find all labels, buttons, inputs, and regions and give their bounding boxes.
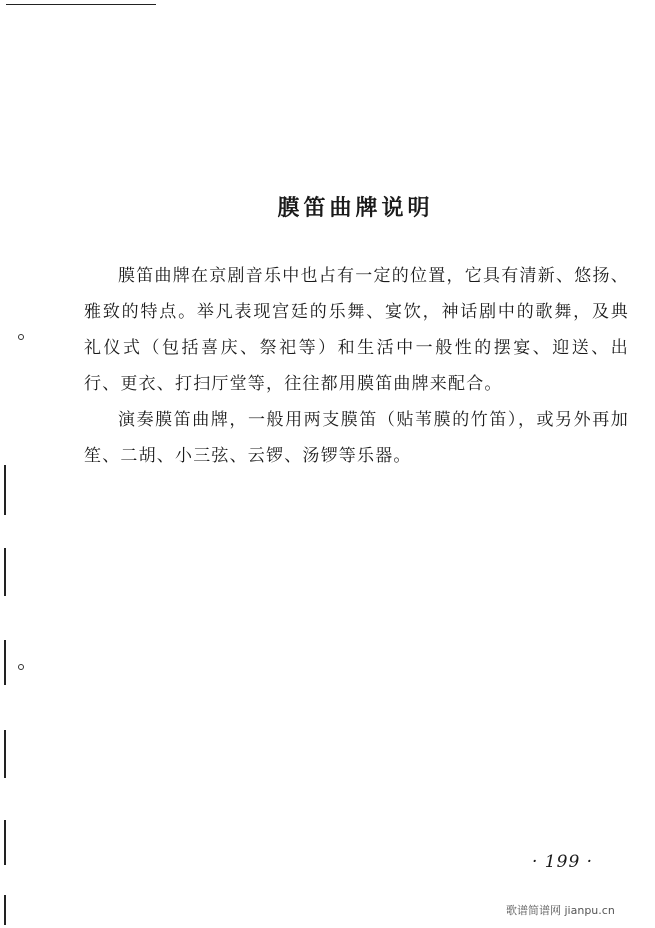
binding-mark [4,465,6,515]
binding-mark [4,820,6,865]
top-rule [6,4,156,5]
body-text [84,258,629,474]
page-title: 膜笛曲牌说明 [277,195,434,221]
page-number: · 199 · [532,852,594,872]
binding-mark [4,548,6,596]
watermark: 歌谱简谱网 jianpu.cn [506,904,615,917]
binding-mark [4,730,6,778]
binding-mark [4,895,6,925]
paragraph: 膜笛曲牌在京剧音乐中也占有一定的位置，它具有清新、悠扬、雅致的特点。举凡表现宫廷的乐舞、宴饮，神话剧中的歌舞，及典礼仪式（包括喜庆、祭祀等）和生活中一般性的摆宴、迎送、出行、更衣、打扫厅堂等，往往都用膜笛曲牌来配合。 [84,266,629,394]
paragraph: 演奏膜笛曲牌，一般用两支膜笛（贴苇膜的竹笛），或另外再加笙、二胡、小三弦、云锣、汤锣等乐器。 [84,410,629,466]
binding-hole [18,334,24,340]
binding-hole [18,664,24,670]
binding-mark [4,640,6,685]
